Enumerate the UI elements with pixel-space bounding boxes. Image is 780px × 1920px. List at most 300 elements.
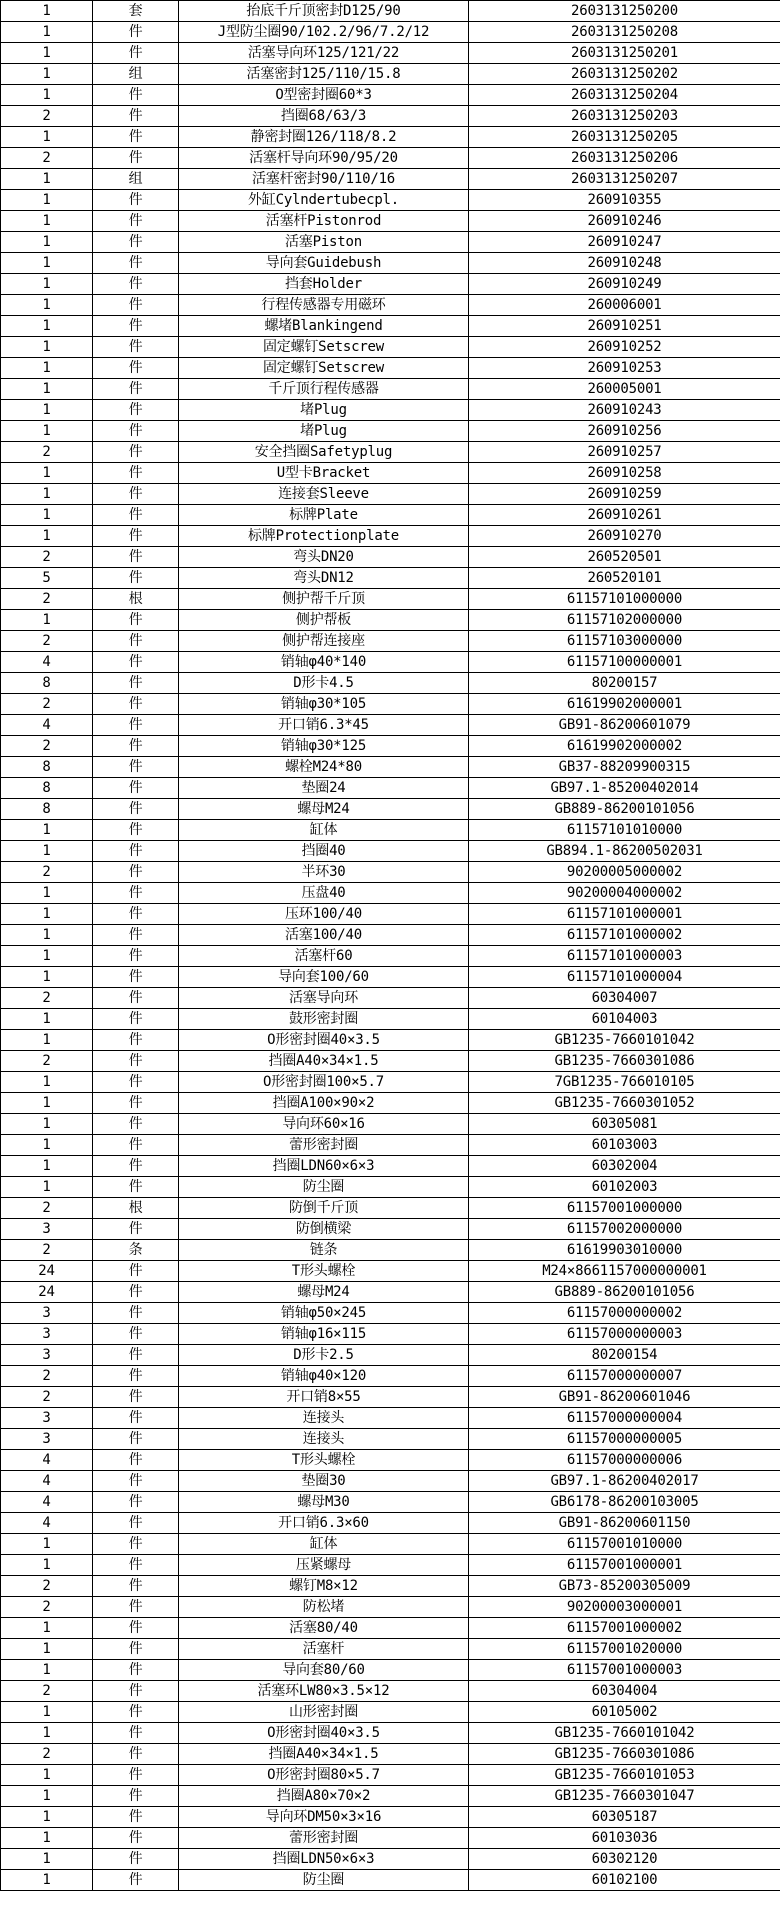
- part-name-cell: 弯头DN20: [179, 547, 469, 568]
- part-code-cell: 61157101000001: [469, 904, 780, 925]
- part-name-cell: 导向套80/60: [179, 1660, 469, 1681]
- table-row: [1, 1198, 780, 1219]
- part-name-cell: 垫圈24: [179, 778, 469, 799]
- part-name-cell: 销轴φ16×115: [179, 1324, 469, 1345]
- quantity-cell: 2: [1, 1240, 93, 1261]
- table-row: [1, 1492, 780, 1513]
- quantity-cell: 2: [1, 442, 93, 463]
- table-row: [1, 1639, 780, 1660]
- part-code-cell: 61157001000002: [469, 1618, 780, 1639]
- unit-cell: 件: [93, 1765, 179, 1786]
- quantity-cell: 1: [1, 316, 93, 337]
- part-code-cell: 60102003: [469, 1177, 780, 1198]
- table-row: [1, 442, 780, 463]
- unit-cell: 件: [93, 1597, 179, 1618]
- quantity-cell: 1: [1, 1618, 93, 1639]
- unit-cell: 件: [93, 1051, 179, 1072]
- part-name-cell: 防倒千斤顶: [179, 1198, 469, 1219]
- table-row: [1, 1303, 780, 1324]
- part-code-cell: 260910248: [469, 253, 780, 274]
- quantity-cell: 1: [1, 1723, 93, 1744]
- table-row: [1, 862, 780, 883]
- part-name-cell: 连接头: [179, 1408, 469, 1429]
- part-name-cell: 抬底千斤顶密封D125/90: [179, 1, 469, 22]
- part-name-cell: J型防尘圈90/102.2/96/7.2/12: [179, 22, 469, 43]
- table-row: [1, 757, 780, 778]
- quantity-cell: 1: [1, 22, 93, 43]
- part-name-cell: 活塞杆密封90/110/16: [179, 169, 469, 190]
- table-row: [1, 1576, 780, 1597]
- part-name-cell: 活塞杆60: [179, 946, 469, 967]
- part-name-cell: 销轴φ40*140: [179, 652, 469, 673]
- quantity-cell: 1: [1, 1009, 93, 1030]
- table-row: [1, 22, 780, 43]
- table-row: [1, 274, 780, 295]
- quantity-cell: 2: [1, 148, 93, 169]
- unit-cell: 件: [93, 1030, 179, 1051]
- table-row: [1, 1240, 780, 1261]
- quantity-cell: 1: [1, 820, 93, 841]
- unit-cell: 件: [93, 1807, 179, 1828]
- unit-cell: 件: [93, 1534, 179, 1555]
- quantity-cell: 2: [1, 694, 93, 715]
- unit-cell: 件: [93, 568, 179, 589]
- part-code-cell: 61157000000007: [469, 1366, 780, 1387]
- unit-cell: 件: [93, 1261, 179, 1282]
- quantity-cell: 1: [1, 1555, 93, 1576]
- part-code-cell: 60102100: [469, 1870, 780, 1891]
- quantity-cell: 2: [1, 547, 93, 568]
- part-name-cell: 蕾形密封圈: [179, 1828, 469, 1849]
- quantity-cell: 2: [1, 1597, 93, 1618]
- quantity-cell: 24: [1, 1261, 93, 1282]
- unit-cell: 件: [93, 1303, 179, 1324]
- part-name-cell: 活塞导向环125/121/22: [179, 43, 469, 64]
- part-code-cell: 60302120: [469, 1849, 780, 1870]
- table-row: [1, 379, 780, 400]
- unit-cell: 件: [93, 1345, 179, 1366]
- part-name-cell: 螺母M24: [179, 1282, 469, 1303]
- part-name-cell: 弯头DN12: [179, 568, 469, 589]
- quantity-cell: 1: [1, 946, 93, 967]
- unit-cell: 件: [93, 610, 179, 631]
- table-row: [1, 988, 780, 1009]
- unit-cell: 件: [93, 1744, 179, 1765]
- part-code-cell: 260910270: [469, 526, 780, 547]
- table-row: [1, 1135, 780, 1156]
- table-row: [1, 1660, 780, 1681]
- part-name-cell: 开口销6.3×60: [179, 1513, 469, 1534]
- unit-cell: 组: [93, 64, 179, 85]
- part-code-cell: 61157001020000: [469, 1639, 780, 1660]
- unit-cell: 件: [93, 1282, 179, 1303]
- quantity-cell: 1: [1, 1, 93, 22]
- part-name-cell: 销轴φ30*105: [179, 694, 469, 715]
- part-code-cell: 60304004: [469, 1681, 780, 1702]
- quantity-cell: 1: [1, 841, 93, 862]
- part-code-cell: 61157101010000: [469, 820, 780, 841]
- quantity-cell: 1: [1, 232, 93, 253]
- part-code-cell: 60305187: [469, 1807, 780, 1828]
- part-name-cell: 活塞密封125/110/15.8: [179, 64, 469, 85]
- part-code-cell: 61157000000005: [469, 1429, 780, 1450]
- unit-cell: 根: [93, 1198, 179, 1219]
- unit-cell: 件: [93, 1660, 179, 1681]
- table-row: [1, 1156, 780, 1177]
- part-code-cell: 61619902000001: [469, 694, 780, 715]
- part-name-cell: 活塞杆: [179, 1639, 469, 1660]
- quantity-cell: 2: [1, 1366, 93, 1387]
- part-name-cell: D形卡4.5: [179, 673, 469, 694]
- part-name-cell: 挡圈A40×34×1.5: [179, 1744, 469, 1765]
- unit-cell: 件: [93, 1009, 179, 1030]
- part-name-cell: 挡圈A80×70×2: [179, 1786, 469, 1807]
- quantity-cell: 1: [1, 1828, 93, 1849]
- part-name-cell: 活塞环LW80×3.5×12: [179, 1681, 469, 1702]
- unit-cell: 件: [93, 820, 179, 841]
- unit-cell: 件: [93, 946, 179, 967]
- part-code-cell: 260910249: [469, 274, 780, 295]
- table-row: [1, 1555, 780, 1576]
- quantity-cell: 8: [1, 757, 93, 778]
- part-name-cell: O型密封圈60*3: [179, 85, 469, 106]
- table-row: [1, 1786, 780, 1807]
- table-row: [1, 1597, 780, 1618]
- part-code-cell: 61157001000000: [469, 1198, 780, 1219]
- unit-cell: 件: [93, 148, 179, 169]
- part-code-cell: GB91-86200601150: [469, 1513, 780, 1534]
- quantity-cell: 3: [1, 1324, 93, 1345]
- part-code-cell: 2603131250201: [469, 43, 780, 64]
- unit-cell: 件: [93, 1639, 179, 1660]
- table-row: [1, 799, 780, 820]
- part-code-cell: 260910258: [469, 463, 780, 484]
- unit-cell: 件: [93, 799, 179, 820]
- table-row: [1, 1072, 780, 1093]
- table-row: [1, 778, 780, 799]
- quantity-cell: 3: [1, 1408, 93, 1429]
- part-code-cell: 61157101000004: [469, 967, 780, 988]
- quantity-cell: 3: [1, 1429, 93, 1450]
- part-code-cell: 60304007: [469, 988, 780, 1009]
- parts-table-body: [1, 1, 780, 1891]
- unit-cell: 件: [93, 1156, 179, 1177]
- quantity-cell: 2: [1, 1387, 93, 1408]
- part-code-cell: 61157002000000: [469, 1219, 780, 1240]
- quantity-cell: 1: [1, 358, 93, 379]
- unit-cell: 件: [93, 316, 179, 337]
- unit-cell: 件: [93, 841, 179, 862]
- part-name-cell: 导向环60×16: [179, 1114, 469, 1135]
- unit-cell: 条: [93, 1240, 179, 1261]
- part-name-cell: 标牌Protectionplate: [179, 526, 469, 547]
- part-code-cell: GB97.1-86200402017: [469, 1471, 780, 1492]
- table-row: [1, 1870, 780, 1891]
- part-code-cell: GB1235-7660301047: [469, 1786, 780, 1807]
- quantity-cell: 4: [1, 1471, 93, 1492]
- part-code-cell: GB894.1-86200502031: [469, 841, 780, 862]
- table-row: [1, 1513, 780, 1534]
- quantity-cell: 5: [1, 568, 93, 589]
- part-code-cell: GB1235-7660101042: [469, 1723, 780, 1744]
- part-code-cell: 260910246: [469, 211, 780, 232]
- table-row: [1, 1177, 780, 1198]
- unit-cell: 件: [93, 1681, 179, 1702]
- unit-cell: 件: [93, 1555, 179, 1576]
- part-name-cell: 固定螺钉Setscrew: [179, 337, 469, 358]
- table-row: [1, 883, 780, 904]
- part-name-cell: U型卡Bracket: [179, 463, 469, 484]
- quantity-cell: 1: [1, 1660, 93, 1681]
- part-code-cell: 260910252: [469, 337, 780, 358]
- quantity-cell: 3: [1, 1219, 93, 1240]
- part-code-cell: 61157101000000: [469, 589, 780, 610]
- quantity-cell: 2: [1, 1681, 93, 1702]
- unit-cell: 件: [93, 232, 179, 253]
- part-name-cell: 堵Plug: [179, 421, 469, 442]
- part-name-cell: 挡圈68/63/3: [179, 106, 469, 127]
- quantity-cell: 8: [1, 778, 93, 799]
- part-code-cell: GB97.1-85200402014: [469, 778, 780, 799]
- part-name-cell: 销轴φ50×245: [179, 1303, 469, 1324]
- unit-cell: 件: [93, 106, 179, 127]
- quantity-cell: 1: [1, 421, 93, 442]
- unit-cell: 件: [93, 85, 179, 106]
- table-row: [1, 1618, 780, 1639]
- quantity-cell: 1: [1, 1156, 93, 1177]
- part-code-cell: 60103036: [469, 1828, 780, 1849]
- table-row: [1, 1324, 780, 1345]
- unit-cell: 件: [93, 400, 179, 421]
- part-code-cell: 260910251: [469, 316, 780, 337]
- unit-cell: 件: [93, 631, 179, 652]
- quantity-cell: 1: [1, 190, 93, 211]
- unit-cell: 件: [93, 652, 179, 673]
- part-name-cell: 防尘圈: [179, 1177, 469, 1198]
- part-code-cell: 260910247: [469, 232, 780, 253]
- quantity-cell: 1: [1, 274, 93, 295]
- table-row: [1, 967, 780, 988]
- table-row: [1, 484, 780, 505]
- table-row: [1, 1114, 780, 1135]
- quantity-cell: 1: [1, 526, 93, 547]
- unit-cell: 件: [93, 736, 179, 757]
- part-name-cell: 侧护帮千斤顶: [179, 589, 469, 610]
- part-code-cell: GB91-86200601079: [469, 715, 780, 736]
- quantity-cell: 2: [1, 631, 93, 652]
- table-row: [1, 106, 780, 127]
- quantity-cell: 1: [1, 337, 93, 358]
- quantity-cell: 4: [1, 1513, 93, 1534]
- table-row: [1, 337, 780, 358]
- quantity-cell: 1: [1, 1870, 93, 1891]
- part-code-cell: 61157000000002: [469, 1303, 780, 1324]
- quantity-cell: 1: [1, 1114, 93, 1135]
- table-row: [1, 1219, 780, 1240]
- part-code-cell: GB1235-7660101042: [469, 1030, 780, 1051]
- part-name-cell: 开口销8×55: [179, 1387, 469, 1408]
- part-code-cell: 80200154: [469, 1345, 780, 1366]
- part-name-cell: 山形密封圈: [179, 1702, 469, 1723]
- part-code-cell: 260910261: [469, 505, 780, 526]
- part-code-cell: 2603131250206: [469, 148, 780, 169]
- unit-cell: 件: [93, 862, 179, 883]
- part-name-cell: 活塞100/40: [179, 925, 469, 946]
- part-name-cell: 缸体: [179, 820, 469, 841]
- table-row: [1, 232, 780, 253]
- table-row: [1, 211, 780, 232]
- part-name-cell: 外缸Cylndertubecpl.: [179, 190, 469, 211]
- unit-cell: 件: [93, 1828, 179, 1849]
- part-name-cell: 安全挡圈Safetyplug: [179, 442, 469, 463]
- part-name-cell: O形密封圈40×3.5: [179, 1723, 469, 1744]
- table-row: [1, 1261, 780, 1282]
- quantity-cell: 1: [1, 43, 93, 64]
- part-code-cell: 61619903010000: [469, 1240, 780, 1261]
- part-code-cell: 7GB1235-766010105: [469, 1072, 780, 1093]
- quantity-cell: 2: [1, 736, 93, 757]
- part-name-cell: 活塞80/40: [179, 1618, 469, 1639]
- part-code-cell: 90200003000001: [469, 1597, 780, 1618]
- table-row: [1, 400, 780, 421]
- part-code-cell: 2603131250205: [469, 127, 780, 148]
- part-code-cell: 60105002: [469, 1702, 780, 1723]
- unit-cell: 件: [93, 1219, 179, 1240]
- table-row: [1, 43, 780, 64]
- table-row: [1, 547, 780, 568]
- quantity-cell: 1: [1, 610, 93, 631]
- table-row: [1, 1093, 780, 1114]
- part-name-cell: 侧护帮连接座: [179, 631, 469, 652]
- part-name-cell: 活塞杆导向环90/95/20: [179, 148, 469, 169]
- part-name-cell: 连接套Sleeve: [179, 484, 469, 505]
- table-row: [1, 148, 780, 169]
- unit-cell: 根: [93, 589, 179, 610]
- quantity-cell: 1: [1, 904, 93, 925]
- part-code-cell: GB1235-7660301086: [469, 1051, 780, 1072]
- table-row: [1, 1702, 780, 1723]
- part-code-cell: 61157100000001: [469, 652, 780, 673]
- part-code-cell: 2603131250200: [469, 1, 780, 22]
- quantity-cell: 1: [1, 211, 93, 232]
- quantity-cell: 2: [1, 862, 93, 883]
- table-row: [1, 1849, 780, 1870]
- part-name-cell: 螺堵Blankingend: [179, 316, 469, 337]
- part-code-cell: 60305081: [469, 1114, 780, 1135]
- part-code-cell: 260520501: [469, 547, 780, 568]
- part-name-cell: 挡圈A100×90×2: [179, 1093, 469, 1114]
- part-code-cell: 260005001: [469, 379, 780, 400]
- unit-cell: 件: [93, 988, 179, 1009]
- part-code-cell: M24×8661157000000001: [469, 1261, 780, 1282]
- part-code-cell: 61157101000002: [469, 925, 780, 946]
- unit-cell: 件: [93, 547, 179, 568]
- part-name-cell: 千斤顶行程传感器: [179, 379, 469, 400]
- part-code-cell: 61619902000002: [469, 736, 780, 757]
- part-name-cell: 缸体: [179, 1534, 469, 1555]
- part-code-cell: 60302004: [469, 1156, 780, 1177]
- part-name-cell: 标牌Plate: [179, 505, 469, 526]
- unit-cell: 件: [93, 1408, 179, 1429]
- unit-cell: 件: [93, 442, 179, 463]
- part-code-cell: GB91-86200601046: [469, 1387, 780, 1408]
- part-name-cell: 挡圈LDN50×6×3: [179, 1849, 469, 1870]
- part-name-cell: 挡圈A40×34×1.5: [179, 1051, 469, 1072]
- part-code-cell: 260910259: [469, 484, 780, 505]
- part-name-cell: 鼓形密封圈: [179, 1009, 469, 1030]
- unit-cell: 件: [93, 1723, 179, 1744]
- part-code-cell: 90200004000002: [469, 883, 780, 904]
- part-code-cell: 260910355: [469, 190, 780, 211]
- unit-cell: 件: [93, 778, 179, 799]
- unit-cell: 件: [93, 190, 179, 211]
- table-row: [1, 1450, 780, 1471]
- part-name-cell: 压紧螺母: [179, 1555, 469, 1576]
- part-name-cell: 开口销6.3*45: [179, 715, 469, 736]
- quantity-cell: 2: [1, 988, 93, 1009]
- part-name-cell: 防尘圈: [179, 1870, 469, 1891]
- unit-cell: 件: [93, 1618, 179, 1639]
- quantity-cell: 1: [1, 1786, 93, 1807]
- table-row: [1, 715, 780, 736]
- quantity-cell: 2: [1, 1198, 93, 1219]
- part-name-cell: 侧护帮板: [179, 610, 469, 631]
- quantity-cell: 1: [1, 379, 93, 400]
- quantity-cell: 1: [1, 1849, 93, 1870]
- quantity-cell: 1: [1, 1177, 93, 1198]
- unit-cell: 件: [93, 1366, 179, 1387]
- part-code-cell: 61157000000003: [469, 1324, 780, 1345]
- unit-cell: 件: [93, 757, 179, 778]
- unit-cell: 件: [93, 379, 179, 400]
- quantity-cell: 1: [1, 1534, 93, 1555]
- unit-cell: 件: [93, 1135, 179, 1156]
- unit-cell: 件: [93, 463, 179, 484]
- table-row: [1, 1429, 780, 1450]
- part-name-cell: 压盘40: [179, 883, 469, 904]
- table-row: [1, 169, 780, 190]
- part-name-cell: 螺钉M8×12: [179, 1576, 469, 1597]
- part-name-cell: 蕾形密封圈: [179, 1135, 469, 1156]
- quantity-cell: 1: [1, 253, 93, 274]
- quantity-cell: 4: [1, 1450, 93, 1471]
- quantity-cell: 1: [1, 64, 93, 85]
- unit-cell: 件: [93, 715, 179, 736]
- unit-cell: 件: [93, 1870, 179, 1891]
- table-row: [1, 1366, 780, 1387]
- part-code-cell: GB889-86200101056: [469, 1282, 780, 1303]
- unit-cell: 件: [93, 1072, 179, 1093]
- part-code-cell: GB73-85200305009: [469, 1576, 780, 1597]
- table-row: [1, 1408, 780, 1429]
- unit-cell: 件: [93, 127, 179, 148]
- unit-cell: 件: [93, 505, 179, 526]
- table-row: [1, 904, 780, 925]
- unit-cell: 件: [93, 43, 179, 64]
- unit-cell: 件: [93, 883, 179, 904]
- part-code-cell: 260910256: [469, 421, 780, 442]
- unit-cell: 件: [93, 967, 179, 988]
- unit-cell: 件: [93, 1387, 179, 1408]
- part-name-cell: 堵Plug: [179, 400, 469, 421]
- part-code-cell: 260520101: [469, 568, 780, 589]
- unit-cell: 件: [93, 274, 179, 295]
- table-row: [1, 568, 780, 589]
- table-row: [1, 316, 780, 337]
- table-row: [1, 1009, 780, 1030]
- table-row: [1, 1723, 780, 1744]
- part-name-cell: O形密封圈100×5.7: [179, 1072, 469, 1093]
